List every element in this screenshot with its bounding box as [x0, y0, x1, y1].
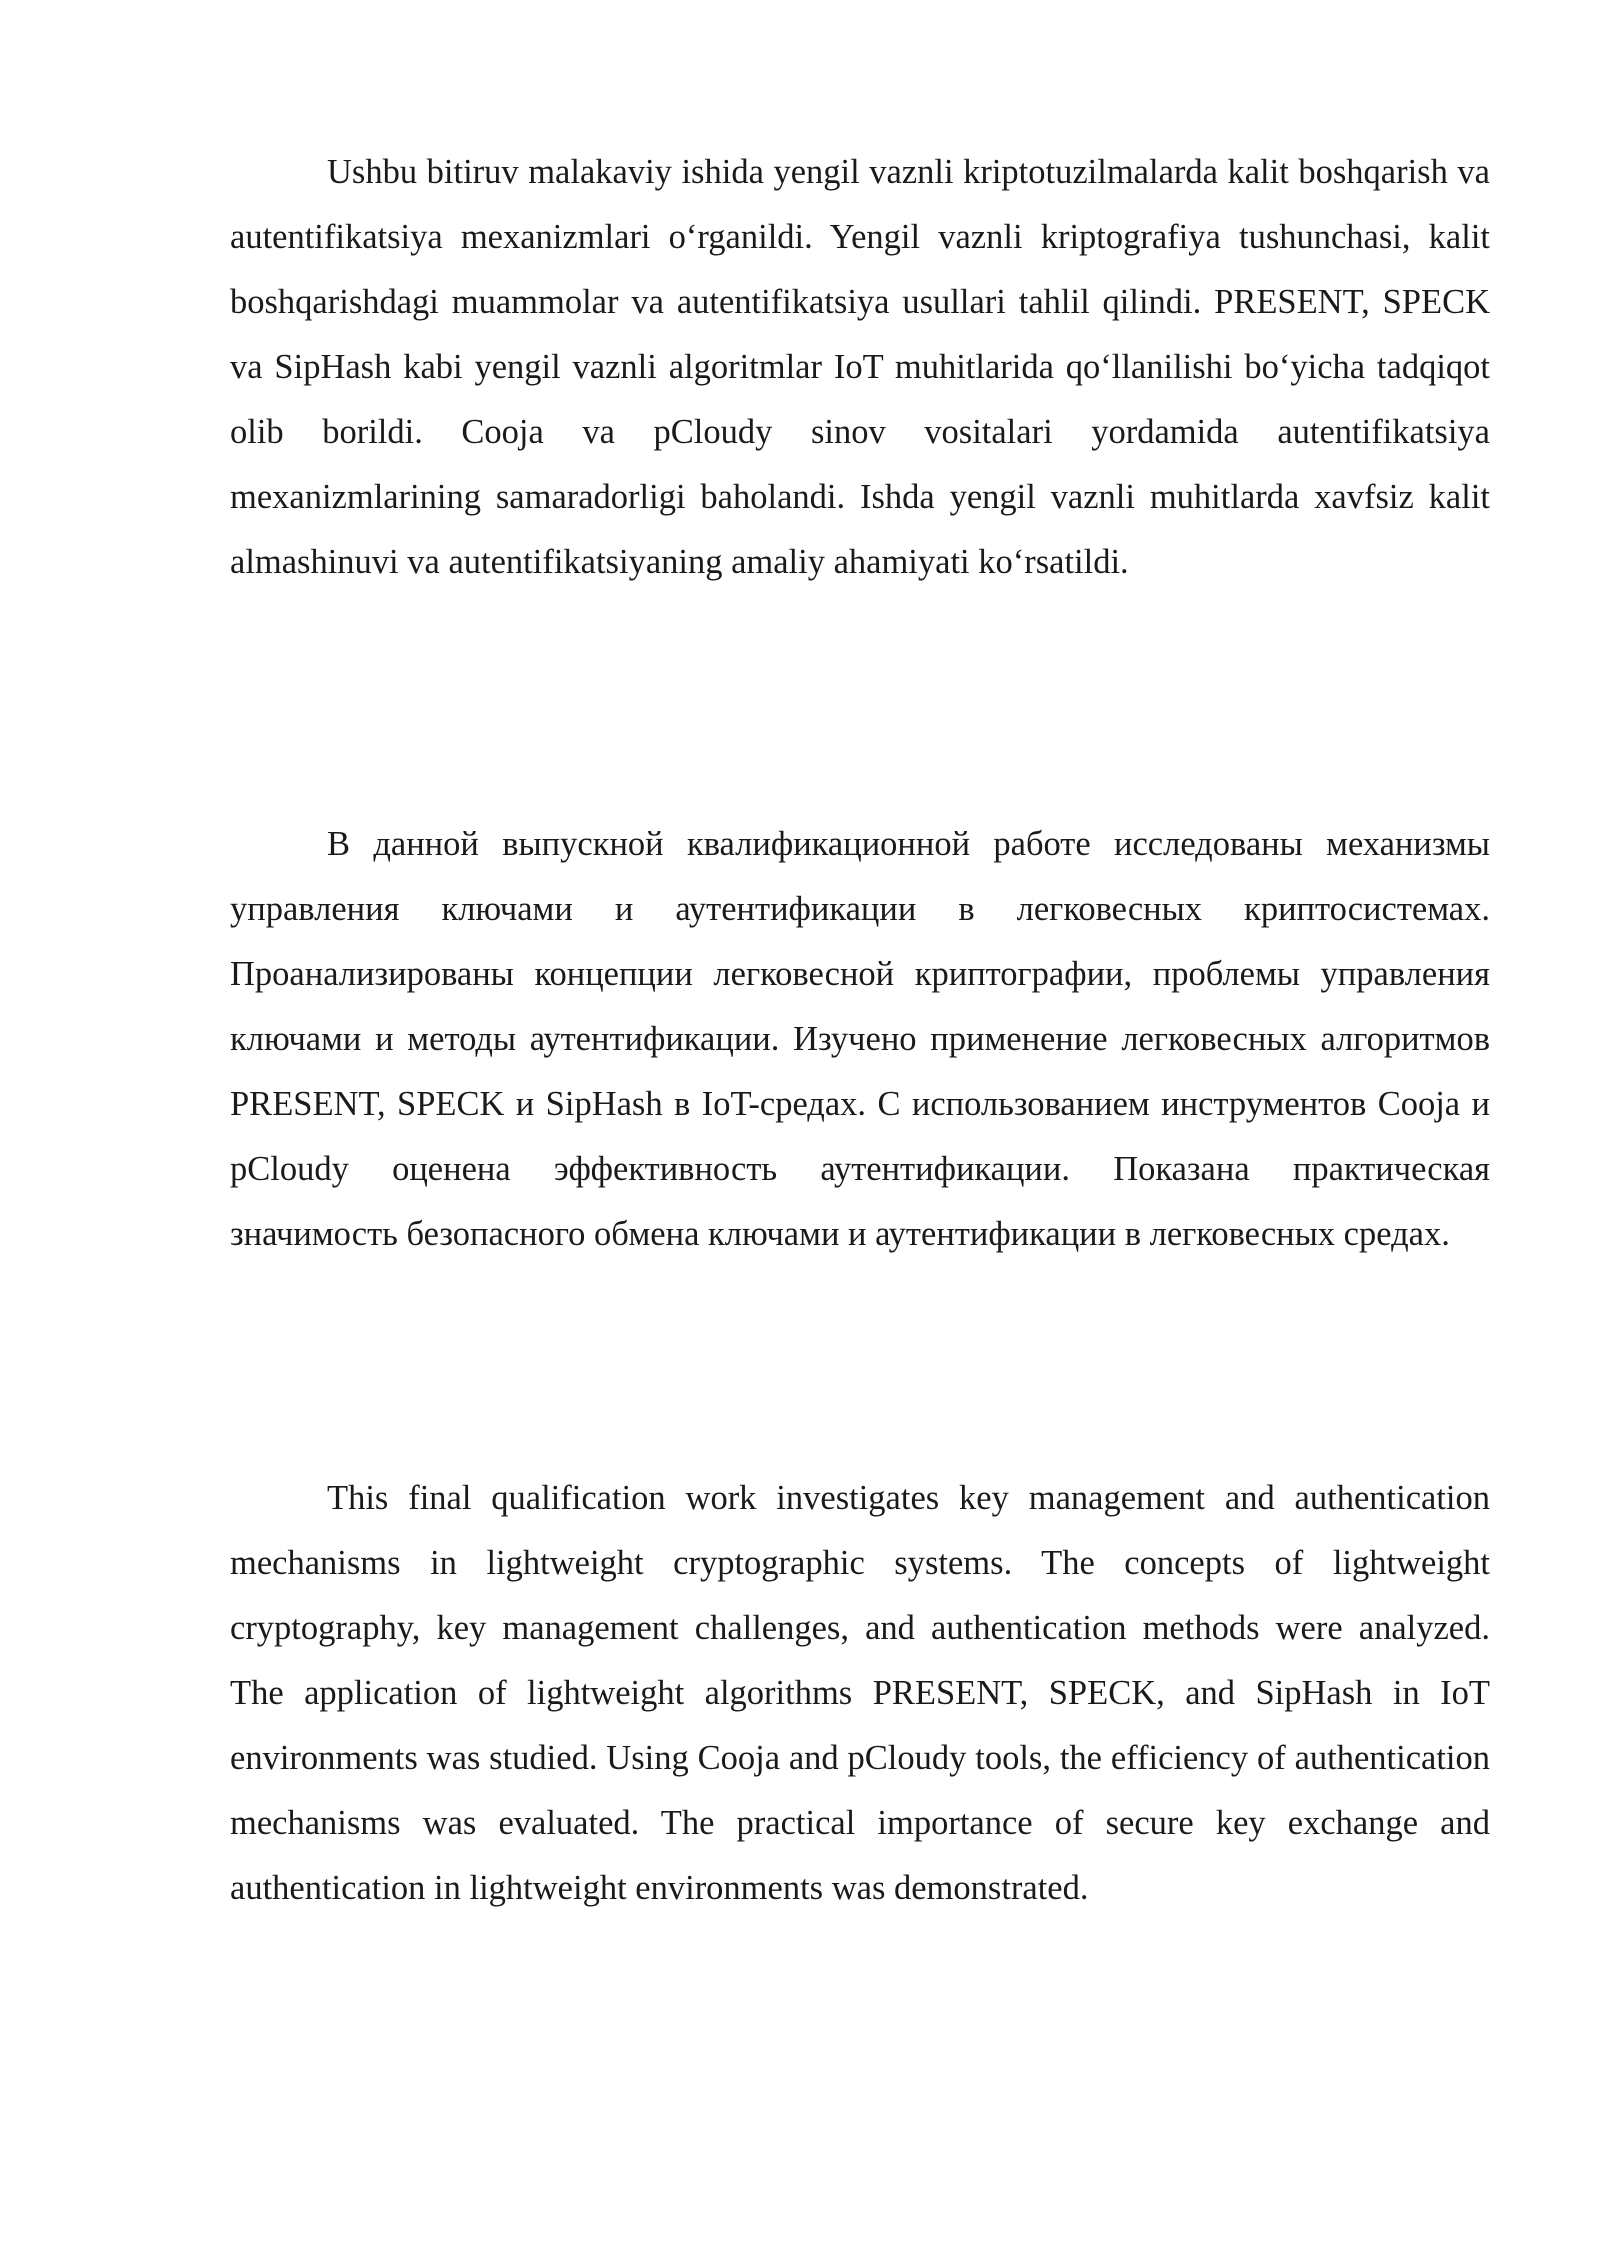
abstract-english: This final qualification work investigates key management and authentication mechanisms in lightweight cryptographic systems. The concepts of lightweight cryptography, key management challenges, and authentication methods were analyzed. The application of lightweight algorithms PRESENT, SPECK, and SipHash in IoT environments was studied. Using Cooja and pCloudy tools, the efficiency of authentication mechanisms was evaluated. The practical importance of secure key exchange and authentication in lightweight environments was demonstrated. — [230, 1479, 1490, 1907]
abstract-russian: В данной выпускной квалификационной работе исследованы механизмы управления ключами и аутентификации в легковесных криптосистемах. Проанализированы концепции легковесной криптографии, проблемы управления ключами и методы аутентификации. Изучено применение легковесных алгоритмов PRESENT, SPECK и SipHash в IoT-средах. С использованием инструментов Cooja и pCloudy оценена эффективность аутентификации. Показана практическая значимость безопасного обмена ключами и аутентификации в легковесных средах. — [230, 825, 1490, 1253]
abstract-uzbek: Ushbu bitiruv malakaviy ishida yengil vaznli kriptotuzilmalarda kalit boshqarish va autentifikatsiya mexanizmlari o‘rganildi. Yengil vaznli kriptografiya tushunchasi, kalit boshqarishdagi muammolar va autentifikatsiya usullari tahlil qilindi. PRESENT, SPECK va SipHash kabi yengil vaznli algoritmlar IoT muhitlarida qo‘llanilishi bo‘yicha tadqiqot olib borildi. Cooja va pCloudy sinov vositalari yordamida autentifikatsiya mexanizmlarining samaradorligi baholandi. Ishda yengil vaznli muhitlarda xavfsiz kalit almashinuvi va autentifikatsiyaning amaliy ahamiyati ko‘rsatildi. — [230, 153, 1490, 581]
